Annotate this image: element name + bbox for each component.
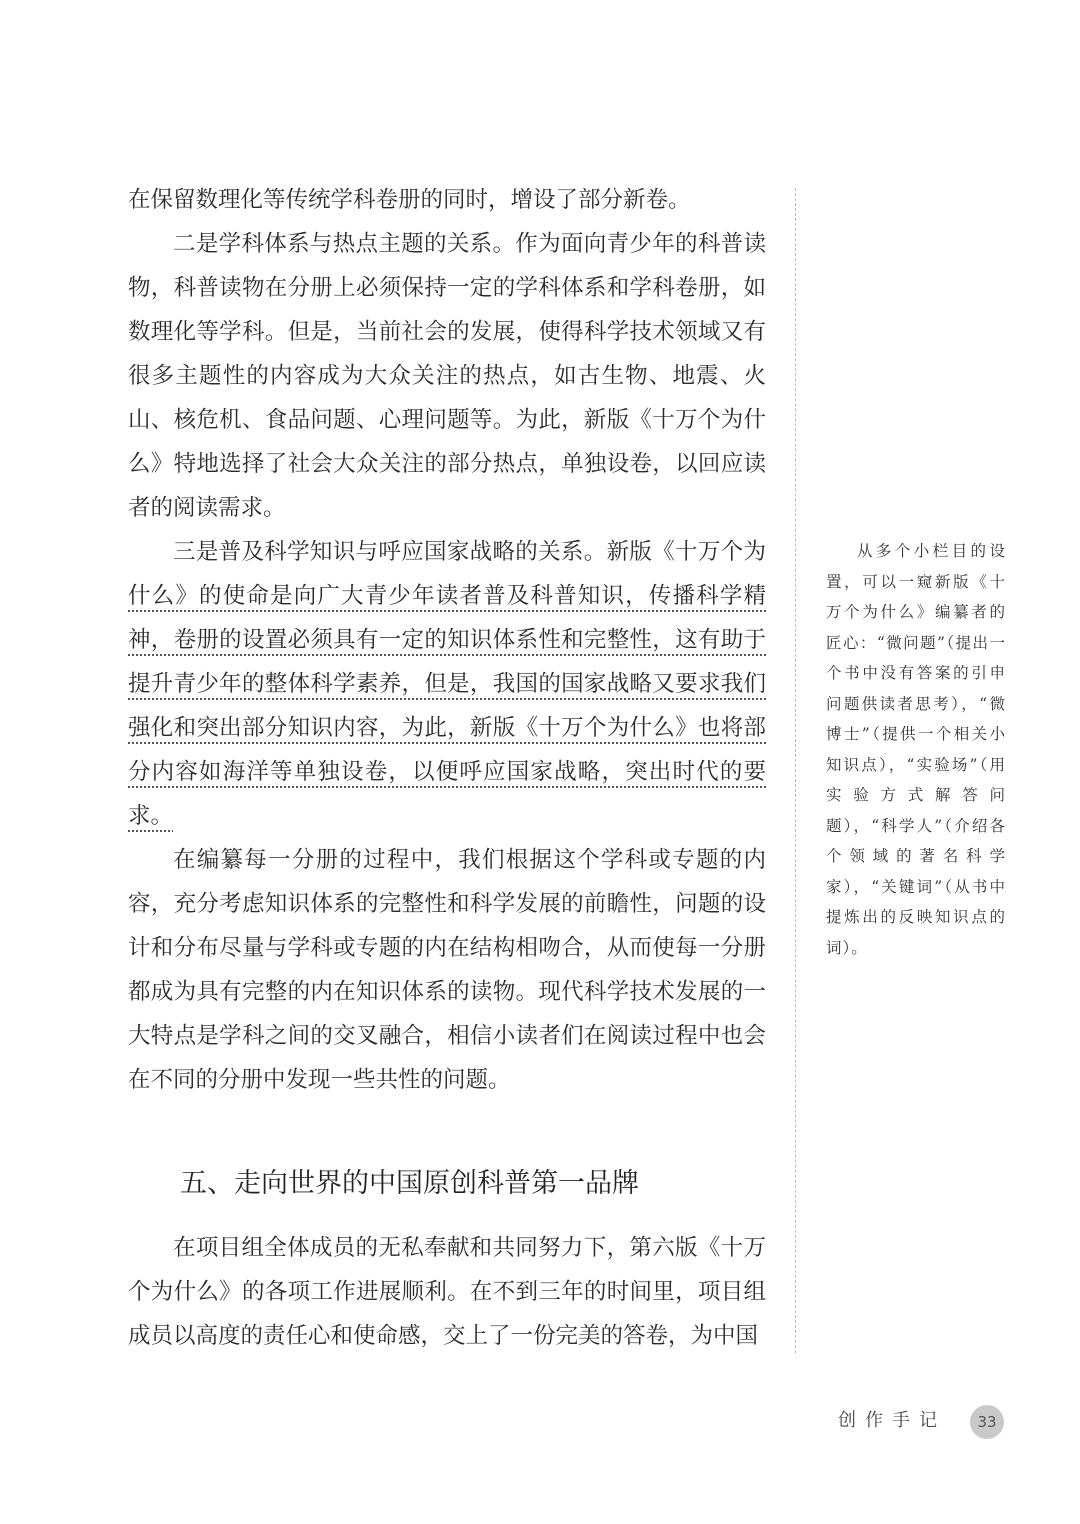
- section-heading: 五、走向世界的中国原创科普第一品牌: [180, 1168, 639, 1199]
- paragraph-emphasized: [128, 530, 766, 838]
- paragraph: 二是学科体系与热点主题的关系。作为面向青少年的科普读物，科普读物在分册上必须保持一定的学科体系和学科卷册，如数理化等学科。但是，当前社会的发展，使得科学技术领域又有很多主题性的内容成为大众关注的热点，如古生物、地震、火山、核危机、食品问题、心理问题等。为此，新版《十万个为什么》特地选择了社会大众关注的部分热点，单独设卷，以回应读者的阅读需求。: [128, 231, 766, 521]
- main-text: [128, 178, 766, 1358]
- running-footer-title: 创作手记: [838, 1410, 946, 1431]
- paragraph: 在项目组全体成员的无私奉献和共同努力下，第六版《十万个为什么》的各项工作进展顺利。在不到三年的时间里，项目组成员以高度的责任心和使命感，交上了一份完美的答卷，为中国: [128, 1235, 766, 1349]
- paragraph: 在保留数理化等传统学科卷册的同时，增设了部分新卷。: [128, 187, 691, 213]
- page-number-badge: 33: [970, 1405, 1004, 1439]
- sidenote: [826, 536, 1006, 963]
- sidenote-text: 从多个小栏目的设置，可以一窥新版《十万个为什么》编纂者的匠心：“微问题”（提出一个书中没有答案的引申问题供读者思考），“微博士”（提供一个相关小知识点），“实验场”（用实验方式解答问题），“科学人”（介绍各个领域的著名科学家），“关键词”（从书中提炼出的反映知识点的词）。: [826, 542, 1006, 957]
- paragraph: 在编纂每一分册的过程中，我们根据这个学科或专题的内容，充分考虑知识体系的完整性和科学发展的前瞻性，问题的设计和分布尽量与学科或专题的内在结构相吻合，从而使每一分册都成为具有完整的内在知识体系的读物。现代科学技术发展的一大特点是学科之间的交叉融合，相信小读者们在阅读过程中也会在不同的分册中发现一些共性的问题。: [128, 847, 766, 1093]
- paragraph-lead: 三是普及科学知识与呼应国家战略的关系。新版《十万个为: [173, 539, 766, 565]
- column-divider: [795, 188, 796, 1353]
- emphasis-dotted-text: 什么》的使命是向广大青少年读者普及科普知识，传播科学精神，卷册的设置必须具有一定的知识体系性和完整性，这有助于提升青少年的整体科学素养，但是，我国的国家战略又要求我们强化和突出部分知识内容，为此，新版《十万个为什么》也将部分内容如海洋等单独设卷，以便呼应国家战略，突出时代的要求。: [128, 583, 766, 829]
